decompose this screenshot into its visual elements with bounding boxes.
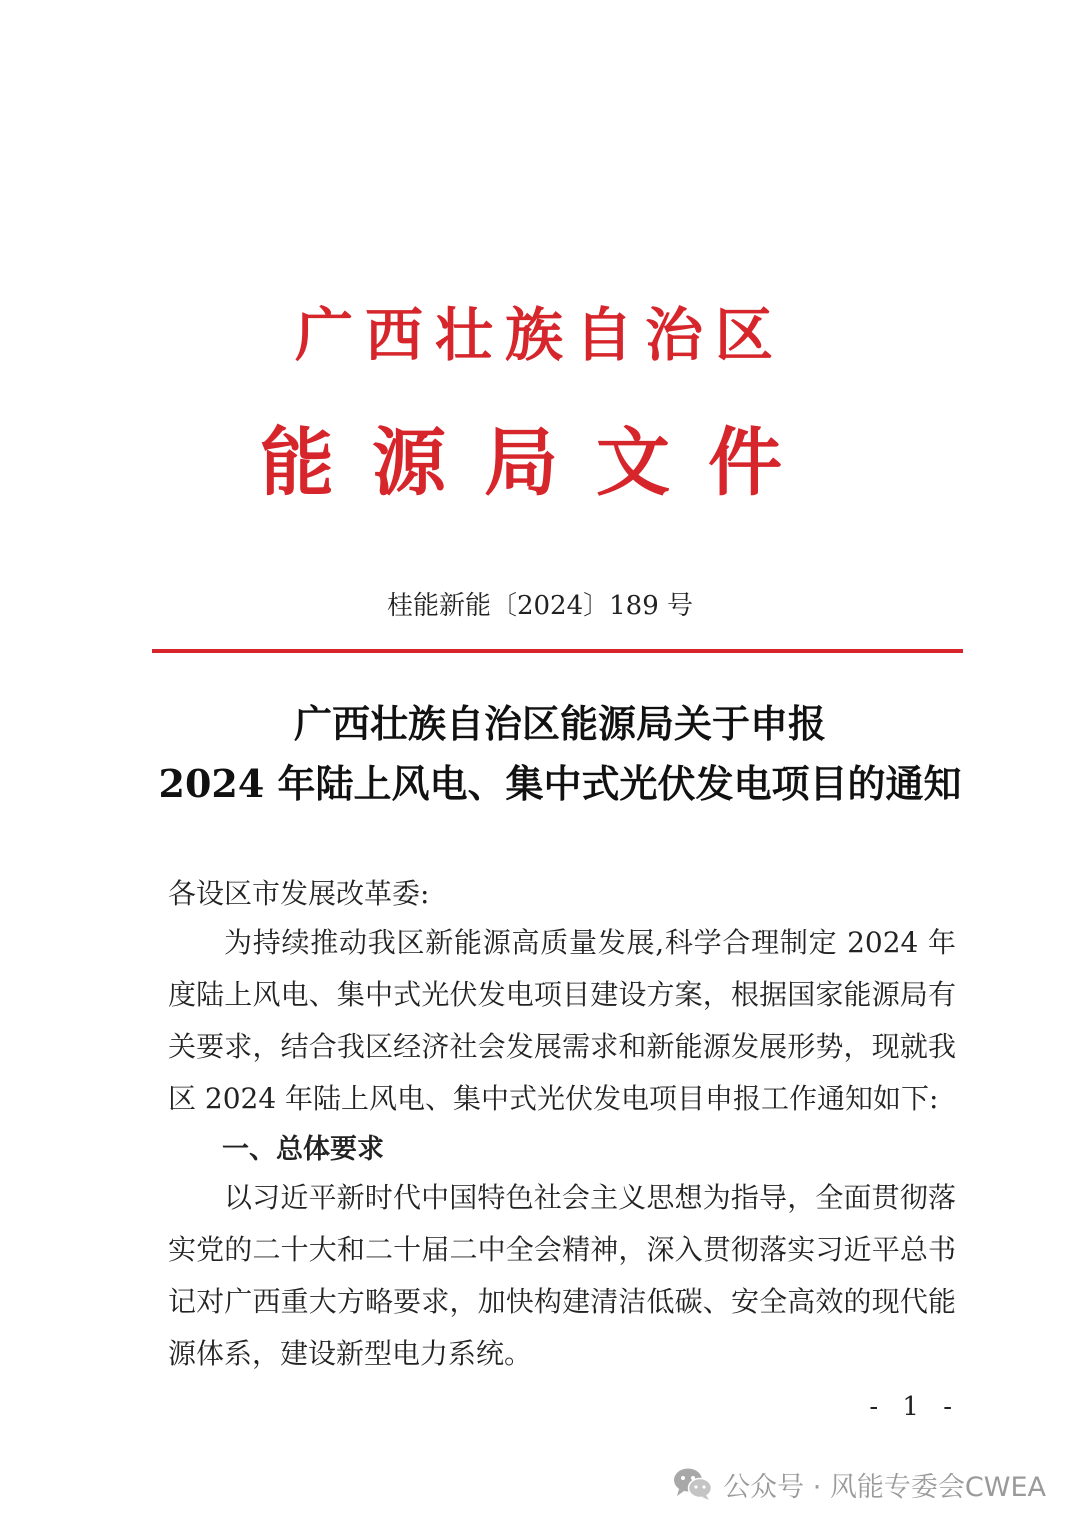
section-1-paragraph-block bbox=[168, 1172, 956, 1380]
intro-paragraph-block bbox=[168, 917, 956, 1125]
wechat-watermark bbox=[673, 1462, 1046, 1506]
issuing-organization: 广西壮族自治区 bbox=[294, 301, 785, 369]
watermark-text: 公众号 · 风能专委会CWEA bbox=[723, 1471, 1046, 1503]
red-divider-line bbox=[152, 649, 963, 653]
page-number: - 1 - bbox=[869, 1392, 960, 1422]
notice-title-line-2: 2024 年陆上风电、集中式光伏发电项目的通知 bbox=[158, 761, 962, 806]
intro-paragraph: 为持续推动我区新能源高质量发展,科学合理制定 2024 年度陆上风电、集中式光伏发电项目建设方案，根据国家能源局有关要求，结合我区经济社会发展需求和新能源发展形势，现就我区 2024 年陆上风电、集中式光伏发电项目申报工作通知如下: bbox=[168, 926, 956, 1115]
document-type-heading: 能源局文件 bbox=[260, 420, 820, 506]
section-heading-general-requirements: 一、总体要求 bbox=[222, 1134, 384, 1165]
notice-title bbox=[100, 694, 1020, 814]
document-number: 桂能新能〔2024〕189 号 bbox=[386, 591, 694, 621]
notice-title-line-1: 广西壮族自治区能源局关于申报 bbox=[293, 701, 826, 746]
wechat-icon bbox=[673, 1467, 713, 1501]
section-1-paragraph: 以习近平新时代中国特色社会主义思想为指导，全面贯彻落实党的二十大和二十届二中全会精神，深入贯彻落实习近平总书记对广西重大方略要求，加快构建清洁低碳、安全高效的现代能源体系，建设新型电力系统。 bbox=[168, 1181, 956, 1370]
addressee: 各设区市发展改革委: bbox=[168, 877, 430, 910]
